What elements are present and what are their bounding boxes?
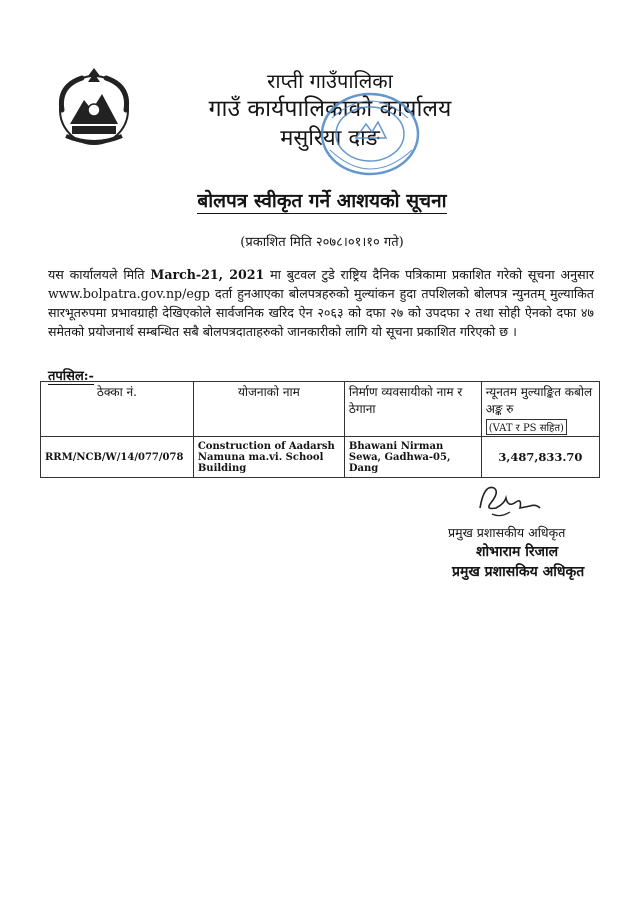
nepal-emblem-logo bbox=[52, 66, 136, 150]
published-date: (प्रकाशित मिति २०७८।०१।१० गते) bbox=[240, 235, 404, 250]
advertised-date: March-21, 2021 bbox=[150, 267, 265, 282]
table-row bbox=[41, 437, 600, 478]
cell-project-name: Construction of Aadarsh Namuna ma.vi. School Building bbox=[193, 437, 344, 478]
tender-table bbox=[40, 381, 600, 478]
header-contract-no: ठेक्का नं. bbox=[41, 382, 194, 437]
header-amount-note: (VAT र PS सहित) bbox=[486, 419, 567, 435]
office-location: मसुरिया दाङ bbox=[280, 126, 380, 151]
cell-amount: 3,487,833.70 bbox=[481, 437, 599, 478]
office-name: गाउँ कार्यपालिकाको कार्यालय bbox=[208, 96, 452, 122]
cell-contractor: Bhawani Nirman Sewa, Gadhwa-05, Dang bbox=[344, 437, 481, 478]
header-amount: न्यूनतम मुल्याङ्कित कबोल अङ्क रु (VAT र PS सहित) bbox=[481, 382, 599, 437]
table-header-row bbox=[41, 382, 600, 437]
details-label: तपसिल:- bbox=[48, 369, 94, 384]
notice-title: बोलपत्र स्वीकृत गर्ने आशयको सूचना bbox=[197, 190, 447, 212]
header-contractor: निर्माण व्यवसायीको नाम र ठेगाना bbox=[344, 382, 481, 437]
office-stamp-seal bbox=[316, 88, 424, 180]
signatory-name: शोभाराम रिजाल bbox=[476, 544, 559, 560]
cell-contract-no: RRM/NCB/W/14/077/078 bbox=[41, 437, 194, 478]
signatory-designation: प्रमुख प्रशासकीय अधिकृत bbox=[448, 525, 566, 540]
signatory-designation-stamp: प्रमुख प्रशासकिय अधिकृत bbox=[452, 564, 585, 580]
handwritten-signature bbox=[470, 478, 550, 524]
municipality-name: राप्ती गाउँपालिका bbox=[267, 69, 393, 93]
header-project-name: योजनाको नाम bbox=[193, 382, 344, 437]
notice-body: यस कार्यालयले मिति March-21, 2021 मा बुटवल टुडे राष्ट्रिय दैनिक पत्रिकामा प्रकाशित गरेको सूचना अनुसार www.bolpatra.gov.np/egp दर्ता हुनआएका बोलपत्रहरुको मुल्यांकन हुदा तपशिलको बोलपत्र न्युनतम् मुल्याकित सारभूतरुपमा प्रभावग्राही देखिएकोले सार्वजनिक खरिद ऐन २०६३ को दफा २७ को उपदफा २ तथा सोही ऐनको दफा ४७ समेतको प्रयोजनार्थ सम्बन्धित सबै बोलपत्रदाताहरुको जानकारीको लागि यो सूचना प्रकाशित गरिएको छ । bbox=[48, 267, 595, 339]
